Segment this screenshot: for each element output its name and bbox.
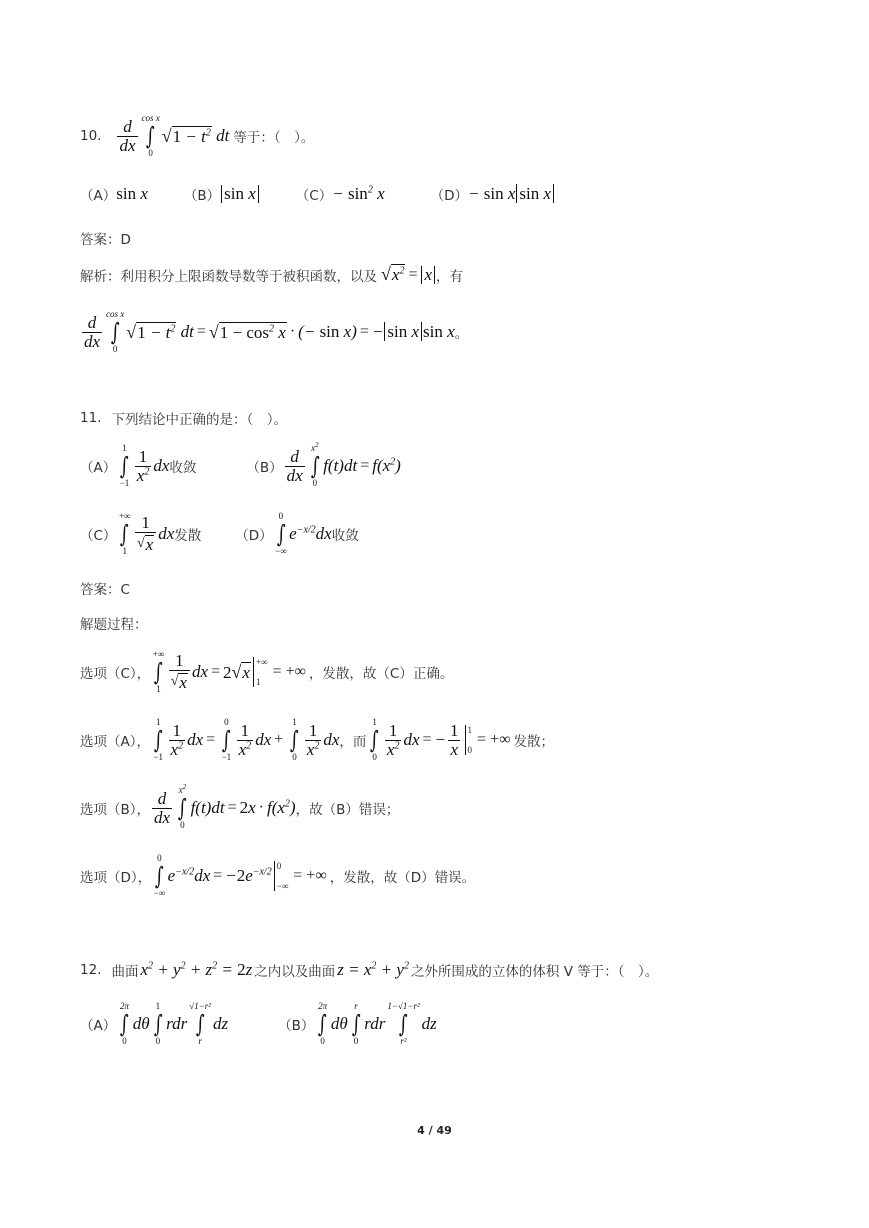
q11-answer: 答案：C bbox=[80, 582, 130, 598]
q10-stem: 10. $\frac{d}{dx}$ cos x ∫ 0 √ $1 - t^2$ dt 等于：（ ）。 bbox=[80, 113, 315, 158]
q12-options: （A） 2π ∫ 0 dθ 1 ∫ 0 rdr √1−r² ∫ r dz （B） 2π ∫ 0 dθ r ∫ 0 rdr 1−√1−r² ∫ r² dz bbox=[80, 1001, 437, 1046]
q11-options-row1: （A） 1 ∫ −1 $\frac{1}{x^2}$ dx 收敛 （B） $\frac{d}{dx}$ $x^2$ ∫ 0 f(t)dt = $f(x^2)$ bbox=[80, 441, 401, 488]
q10-option-c: − $\sin^2 x$ bbox=[332, 184, 385, 203]
q12-number: 12. bbox=[80, 962, 102, 978]
q11-step-a: 选项（A）， 1 ∫ −1 $\frac{1}{x^2}$ dx = 0 ∫ −1 $\frac{1}{x^2}$ dx + 1 ∫ 0 $\frac{1}{x^2}$ dx ，而 1 ∫ 0 $\frac{1}{x^2}$ dx = − $\frac{1}{x}$ 1 0 = +∞ 发散； bbox=[80, 717, 554, 762]
q10-option-a: sin x bbox=[116, 184, 148, 203]
q11-options-row2: （C） +∞ ∫ 1 1 √ x dx 发散 （D） 0 ∫ −∞ $e^{-x/2}dx$ 收敛 bbox=[80, 511, 359, 556]
q11-number: 11. bbox=[80, 410, 102, 426]
q10-number: 10. bbox=[80, 128, 102, 144]
q11-option-a-text: 收敛 bbox=[169, 460, 197, 476]
q10-sqrt-identity: √ $x^2$ bbox=[381, 264, 405, 284]
q11-process: 解题过程： bbox=[80, 617, 148, 633]
q11-stem: 11. 下列结论中正确的是：（ ）。 bbox=[80, 410, 287, 428]
q11-option-a-label: （A） bbox=[80, 460, 117, 476]
page-number: 4 / 49 bbox=[417, 1124, 452, 1137]
q10-derivative: $\frac{d}{dx}$ bbox=[119, 116, 136, 155]
q10-integral: cos x ∫ 0 bbox=[141, 113, 160, 158]
q10-option-d: − sin x sin x bbox=[468, 184, 555, 204]
q10-option-b-label: （B） bbox=[183, 188, 221, 204]
q10-integrand: √ $1 - t^2$ bbox=[161, 125, 211, 146]
q12-stem: 12. 曲面 $x^2 + y^2 + z^2 = 2z$ 之内以及曲面 $z = x^2 + y^2$ 之外所围成的立体的体积 V 等于：（ ）。 bbox=[80, 960, 659, 980]
q11-step-d: 选项（D）， 0 ∫ −∞ $e^{-x/2}dx$ = $-2e^{-x/2}$ 0 −∞ = +∞ ，发散，故（D）错误。 bbox=[80, 853, 476, 898]
q11-step-b: 选项（B）， $\frac{d}{dx}$ $x^2$ ∫ 0 f(t)dt = 2x · $f(x^2)$ ，故（B）错误； bbox=[80, 783, 400, 830]
q11-option-c-label: （C） bbox=[80, 528, 117, 544]
q10-analysis: 解析：利用积分上限函数导数等于被积函数，以及 √ $x^2$ = x ，有 bbox=[80, 264, 464, 285]
q11-option-b-label: （B） bbox=[246, 460, 283, 476]
q10-option-c-label: （C） bbox=[295, 188, 333, 204]
q10-stem-suffix: 等于：（ ）。 bbox=[233, 130, 315, 146]
q11-option-d-label: （D） bbox=[235, 528, 273, 544]
q10-derivation: $\frac{d}{dx}$ cos x ∫ 0 √ $1 - t^2$ dt = √ $1 - \cos^2 x$ · (− sin x) = − sin x sin x 。 bbox=[84, 309, 469, 354]
q10-option-d-label: （D） bbox=[430, 188, 469, 204]
q10-option-a-label: （A） bbox=[80, 188, 117, 204]
q10-answer: 答案：D bbox=[80, 232, 131, 248]
q12-option-b-label: （B） bbox=[278, 1018, 315, 1034]
q11-step-c: 选项（C）， +∞ ∫ 1 1 √ x dx = 2 √ x +∞ 1 = +∞ ，发散，故（C）正确。 bbox=[80, 649, 454, 694]
q11-option-d-text: 收敛 bbox=[331, 528, 359, 544]
q12-option-a-label: （A） bbox=[80, 1018, 117, 1034]
q10-options bbox=[80, 184, 555, 204]
q11-option-c-text: 发散 bbox=[174, 528, 202, 544]
q10-option-b: sin x bbox=[221, 185, 259, 203]
